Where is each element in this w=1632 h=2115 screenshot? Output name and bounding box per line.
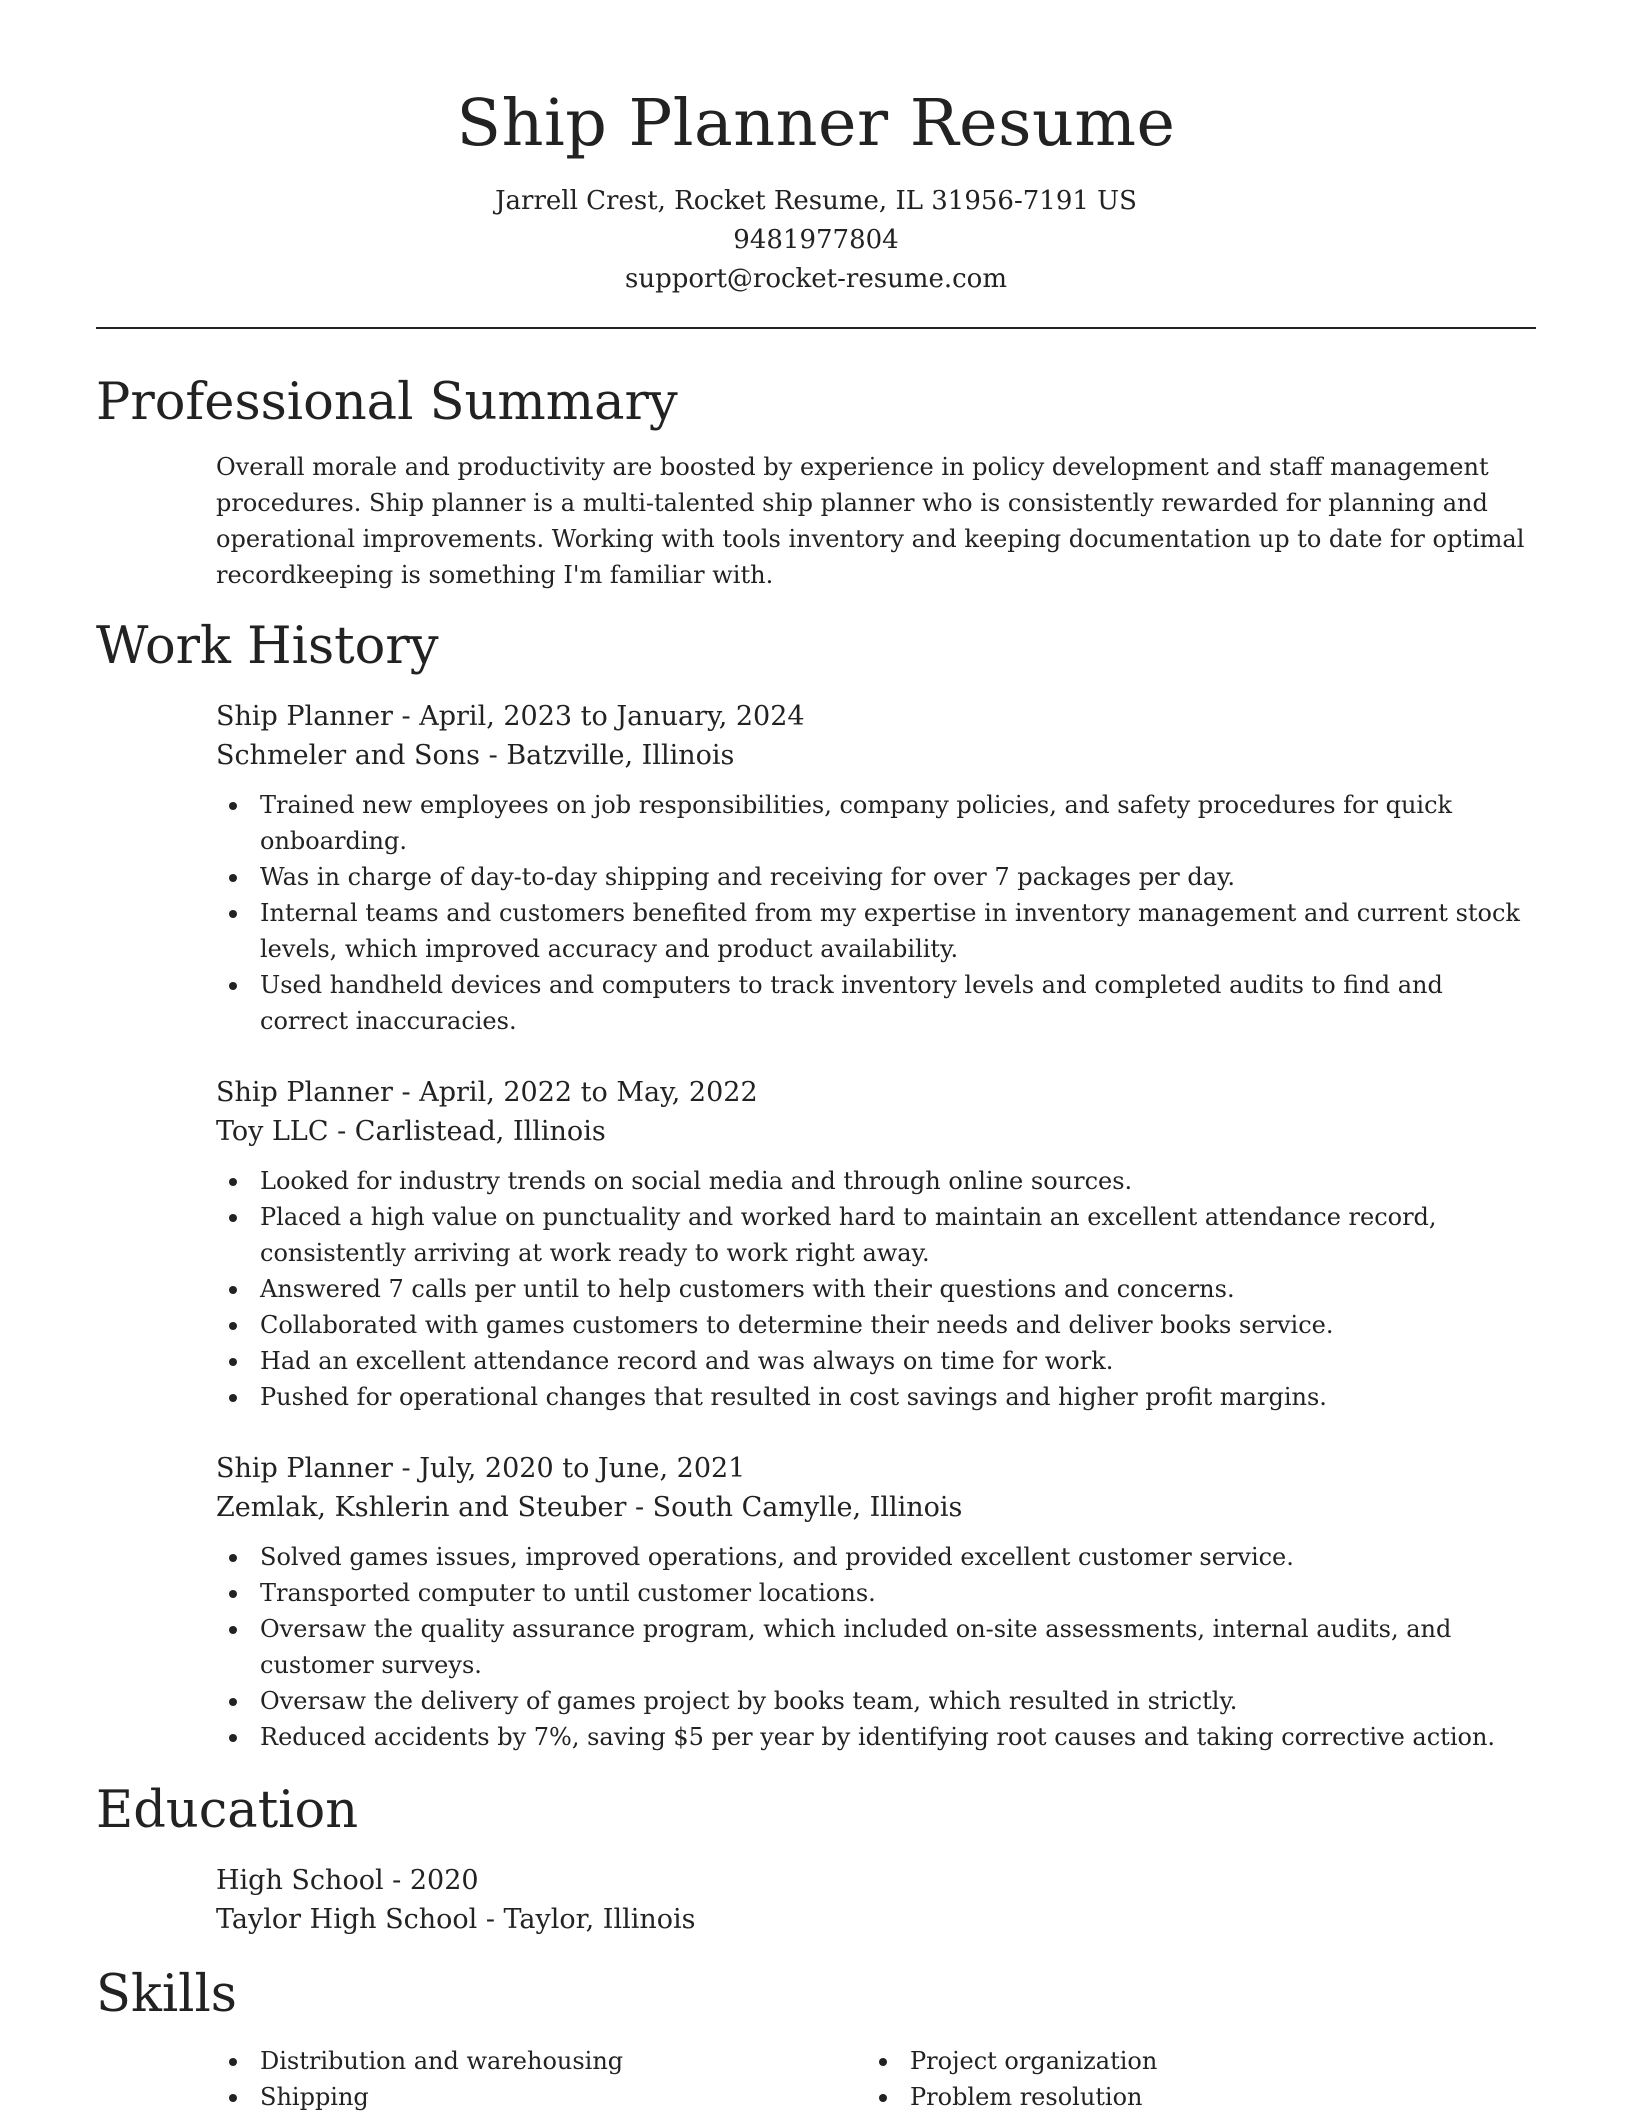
page-title: Ship Planner Resume: [456, 86, 1176, 161]
job-bullet: Trained new employees on job responsibilities, company policies, and safety procedures for quick onboarding.: [216, 787, 1536, 859]
skills-column-left: [216, 2043, 866, 2115]
education-school-line: Taylor High School - Taylor, Illinois: [216, 1904, 696, 1935]
resume-header: [96, 0, 1536, 299]
skills-column-right: [866, 2043, 1516, 2115]
job-bullet: Was in charge of day-to-day shipping and receiving for over 7 packages per day.: [216, 859, 1536, 895]
skills-section: [96, 1963, 1536, 2115]
professional-summary-section: [96, 371, 1536, 593]
skill-item: Shipping: [216, 2079, 866, 2115]
contact-phone: 9481977804: [733, 225, 899, 255]
education-degree-line: High School - 2020: [216, 1865, 479, 1896]
job-bullet: Oversaw the quality assurance program, which included on-site assessments, internal audits, and customer surveys.: [216, 1611, 1536, 1683]
job-entry: [216, 1449, 1536, 1755]
job-bullet: Transported computer to until customer locations.: [216, 1575, 1536, 1611]
contact-address: Jarrell Crest, Rocket Resume, IL 31956-7191 US: [495, 186, 1137, 216]
job-entry: [216, 1073, 1536, 1415]
skills-list: [216, 2043, 866, 2115]
job-bullet: Answered 7 calls per until to help customers with their questions and concerns.: [216, 1271, 1536, 1307]
job-bullets: [216, 787, 1536, 1039]
job-bullets: [216, 1539, 1536, 1755]
job-bullet: Solved games issues, improved operations, and provided excellent customer service.: [216, 1539, 1536, 1575]
skill-item: Project organization: [866, 2043, 1516, 2079]
job-company-line: Schmeler and Sons - Batzville, Illinois: [216, 740, 735, 771]
job-title-line: Ship Planner - July, 2020 to June, 2021: [216, 1453, 746, 1484]
job-bullet: Pushed for operational changes that resulted in cost savings and higher profit margins.: [216, 1379, 1536, 1415]
skills-grid: [216, 2043, 1536, 2115]
job-bullet: Had an excellent attendance record and was always on time for work.: [216, 1343, 1536, 1379]
job-bullet: Collaborated with games customers to determine their needs and deliver books service.: [216, 1307, 1536, 1343]
skill-item: Distribution and warehousing: [216, 2043, 866, 2079]
job-bullets: [216, 1163, 1536, 1415]
section-heading-summary: Professional Summary: [96, 373, 678, 432]
job-title-line: Ship Planner - April, 2023 to January, 2024: [216, 701, 805, 732]
resume-page: [96, 0, 1536, 2115]
contact-email: support@rocket-resume.com: [624, 264, 1007, 294]
job-bullet: Looked for industry trends on social media and through online sources.: [216, 1163, 1536, 1199]
section-heading-work: Work History: [96, 617, 439, 676]
job-bullet: Used handheld devices and computers to track inventory levels and completed audits to find and correct inaccuracies.: [216, 967, 1536, 1039]
skill-item: Problem resolution: [866, 2079, 1516, 2115]
job-bullet: Internal teams and customers benefited from my expertise in inventory management and current stock levels, which improved accuracy and product availability.: [216, 895, 1536, 967]
section-heading-skills: Skills: [96, 1965, 237, 2024]
job-company-line: Zemlak, Kshlerin and Steuber - South Camylle, Illinois: [216, 1492, 963, 1523]
job-title-line: Ship Planner - April, 2022 to May, 2022: [216, 1077, 758, 1108]
job-bullet: Oversaw the delivery of games project by books team, which resulted in strictly.: [216, 1683, 1536, 1719]
job-bullet: Reduced accidents by 7%, saving $5 per year by identifying root causes and taking corrective action.: [216, 1719, 1536, 1755]
education-section: [96, 1779, 1536, 1939]
job-bullet: Placed a high value on punctuality and worked hard to maintain an excellent attendance record, consistently arriving at work ready to work right away.: [216, 1199, 1536, 1271]
work-history-section: [96, 615, 1536, 1755]
job-company-line: Toy LLC - Carlistead, Illinois: [216, 1116, 606, 1147]
section-heading-education: Education: [96, 1781, 359, 1840]
job-entry: [216, 697, 1536, 1039]
summary-text: Overall morale and productivity are boosted by experience in policy development and staff management procedures. Ship planner is a multi-talented ship planner who is consistently rewarded for planning and operational improvements. Working with tools inventory and keeping documentation up to date for optimal recordkeeping is something I'm familiar with.: [216, 453, 1525, 589]
skills-list: [866, 2043, 1516, 2115]
header-divider: [96, 327, 1536, 329]
education-entry: [216, 1861, 1536, 1939]
